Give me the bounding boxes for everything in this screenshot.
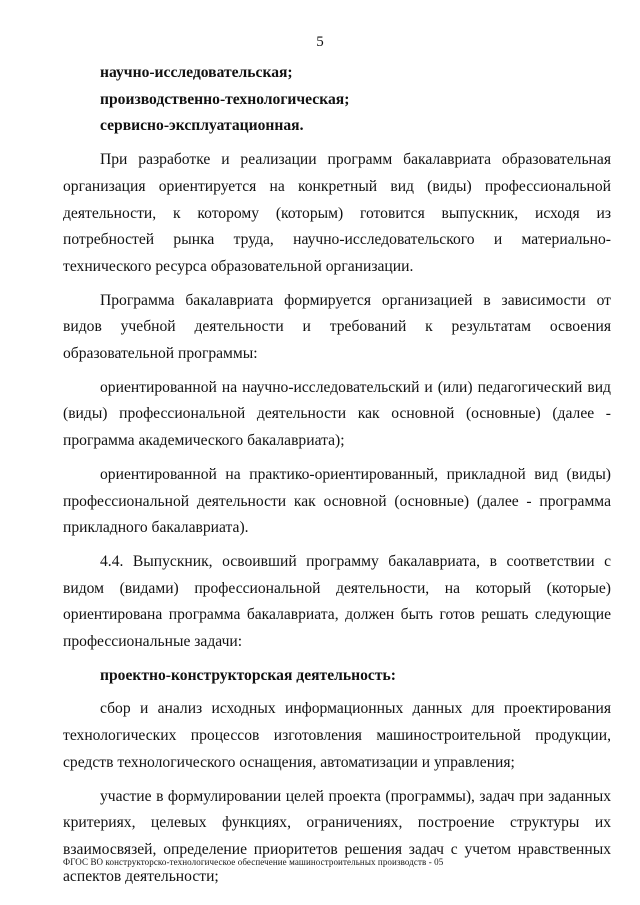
paragraph-project-goals: участие в формулировании целей проекта (программы), задач при заданных критериях, целевых функциях, ограничениях, построение структуры их взаимосвязей, определение приоритетов решения задач с учетом нравственных аспектов деятельности; (63, 787, 611, 885)
paragraph-activity-production: производственно-технологическая; (100, 90, 350, 108)
paragraph-data-collection: сбор и анализ исходных информационных данных для проектирования технологических процессов изготовления машиностроительной продукции, средств технологического оснащения, автоматизации и управления; (63, 700, 611, 771)
page-number: 5 (316, 34, 324, 50)
paragraph-activity-service: сервисно-эксплуатационная. (100, 117, 304, 135)
paragraph-applied-bachelor: ориентированной на практико-ориентированный, прикладной вид (виды) профессиональной деятельности как основной (основные) (далее - программа прикладного бакалавриата). (63, 465, 611, 537)
paragraph-section-4-4: 4.4. Выпускник, освоивший программу бакалавриата, в соответствии с видом (видами) профессиональной деятельности, на который (которые) ориентирована программа бакалавриата, должен быть готов решать следующие профессиональные задачи: (63, 552, 611, 651)
document-body (63, 60, 611, 890)
page-footer: ФГОС ВО конструкторско-технологическое обеспечение машиностроительных производств - 05 (63, 857, 444, 867)
paragraph-academic-bachelor: ориентированной на научно-исследовательский и (или) педагогический вид (виды) профессиональной деятельности как основной (основные) (далее - программа академического бакалавриата); (63, 378, 611, 450)
paragraph-activity-research: научно-исследовательская; (100, 64, 293, 81)
paragraph-program-formation: Программа бакалавриата формируется организацией в зависимости от видов учебной деятельности и требований к результатам освоения образовательной программы: (63, 291, 611, 363)
paragraph-program-development: При разработке и реализации программ бакалавриата образовательная организация ориентируется на конкретный вид (виды) профессиональной деятельности, к которому (которым) готовится выпускник, исходя из потребностей рынка труда, научно-исследовательского и материально-технического ресурса образовательной организации. (63, 151, 611, 275)
paragraph-design-activity-heading: проектно-конструкторская деятельность: (100, 666, 396, 684)
